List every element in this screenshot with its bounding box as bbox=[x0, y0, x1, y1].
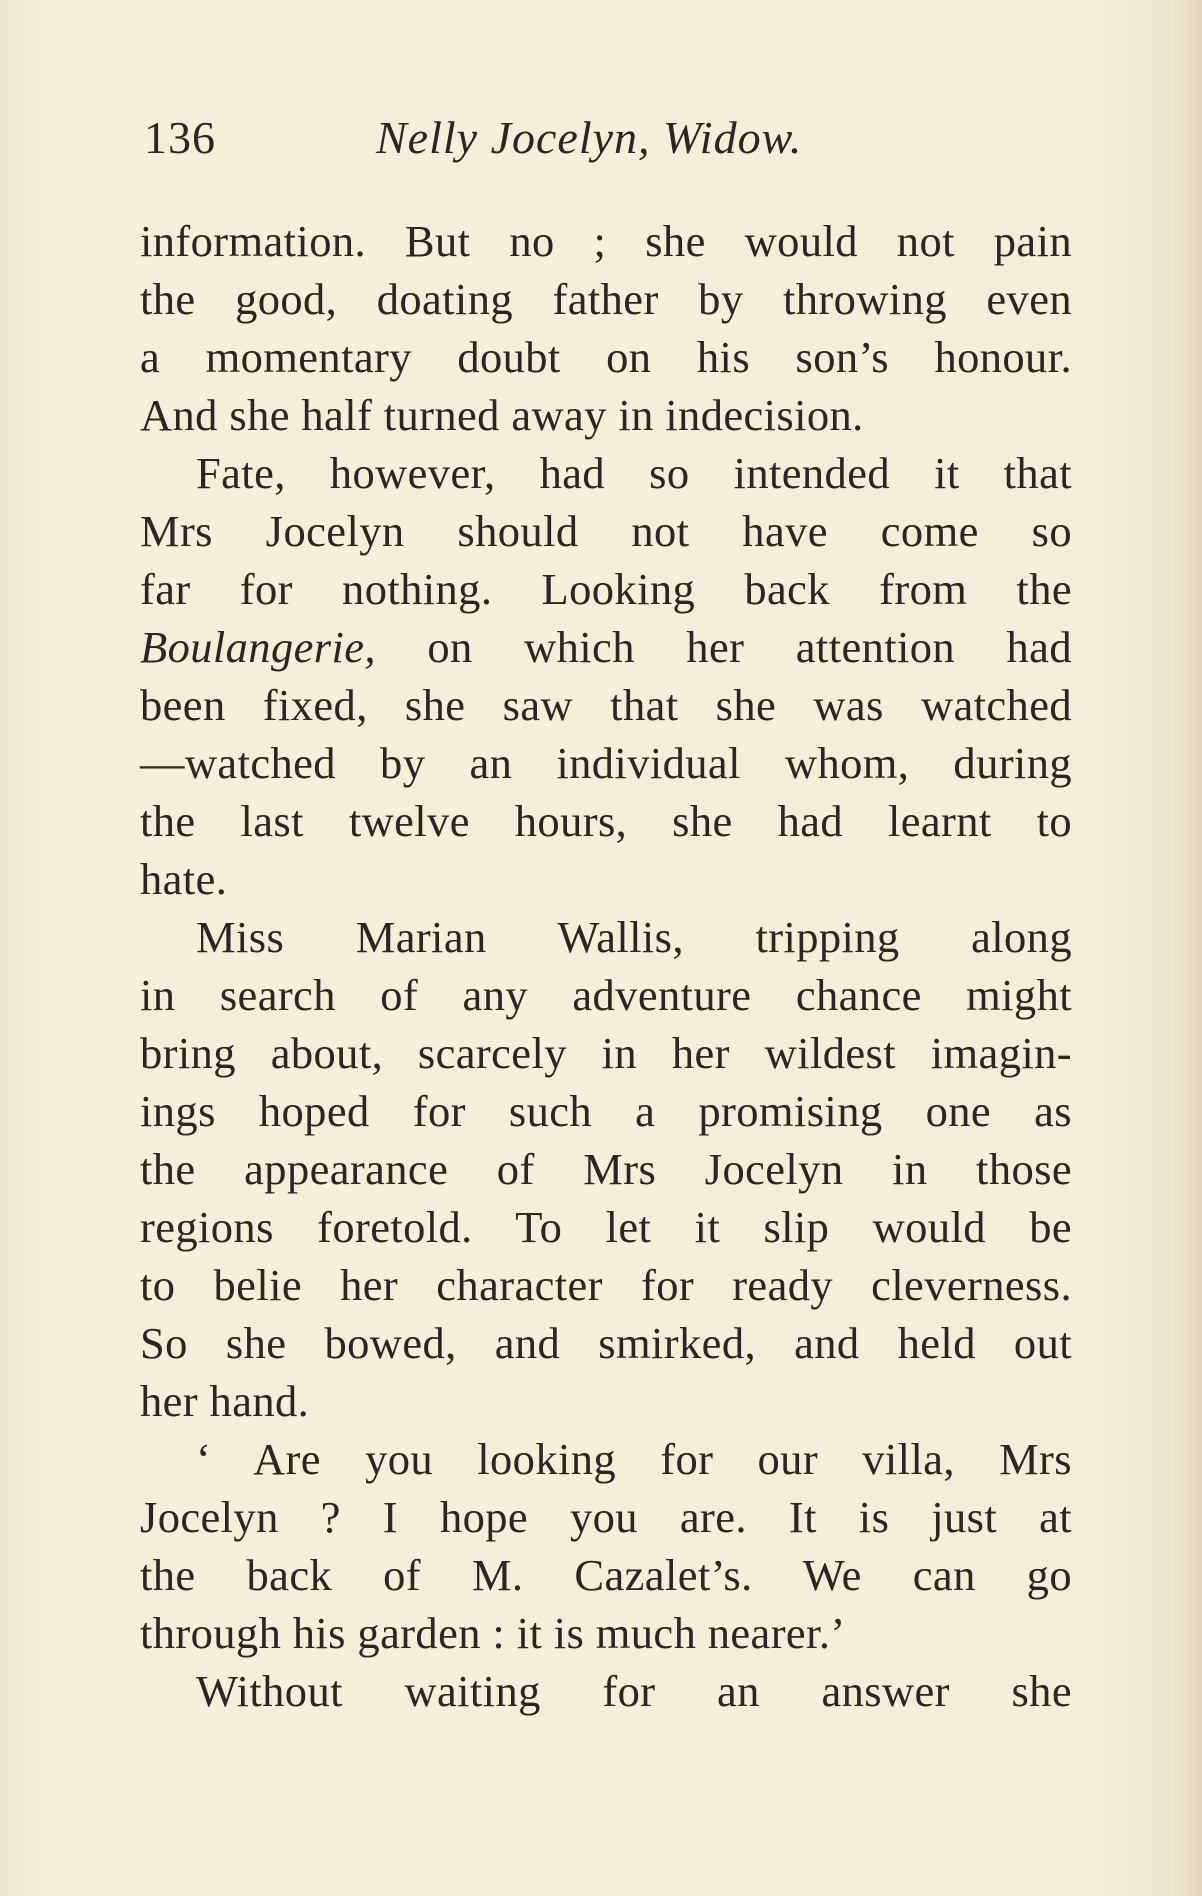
text-line: a momentary doubt on his son’s honour. bbox=[140, 332, 1072, 382]
text-line: And she half turned away in indecision. bbox=[140, 390, 864, 440]
text-line: far for nothing. Looking back from the bbox=[140, 564, 1072, 614]
text-line: her hand. bbox=[140, 1376, 310, 1426]
running-title: Nelly Jocelyn, Widow. bbox=[376, 112, 803, 163]
text-line: the back of M. Cazalet’s. We can go bbox=[140, 1550, 1072, 1600]
text-line: ‘ Are you looking for our villa, Mrs bbox=[196, 1434, 1072, 1484]
text-line: Fate, however, had so intended it that bbox=[196, 448, 1072, 498]
text-line: regions foretold. To let it slip would be bbox=[140, 1202, 1072, 1252]
text-line: Without waiting for an answer she bbox=[196, 1666, 1072, 1716]
text-line: bring about, scarcely in her wildest imagin- bbox=[140, 1028, 1072, 1078]
text-line: the good, doating father by throwing even bbox=[140, 274, 1072, 324]
text-line: ings hoped for such a promising one as bbox=[140, 1086, 1072, 1136]
text-line: through his garden : it is much nearer.’ bbox=[140, 1608, 846, 1658]
running-header bbox=[140, 108, 1070, 168]
text-line: —watched by an individual whom, during bbox=[140, 738, 1072, 788]
italic-word: Boulangerie, bbox=[140, 622, 376, 672]
text-line: Jocelyn ? I hope you are. It is just at bbox=[140, 1492, 1072, 1542]
text-line bbox=[140, 618, 1072, 676]
text-line: the appearance of Mrs Jocelyn in those bbox=[140, 1144, 1072, 1194]
text-line: hate. bbox=[140, 854, 228, 904]
line-text: on which her attention had bbox=[375, 622, 1072, 672]
page-number: 136 bbox=[144, 112, 216, 163]
page-edge-shadow bbox=[1172, 0, 1202, 1896]
text-line: the last twelve hours, she had learnt to bbox=[140, 796, 1072, 846]
body-text bbox=[140, 212, 1072, 1720]
text-line: to belie her character for ready cleverness. bbox=[140, 1260, 1072, 1310]
text-line: Mrs Jocelyn should not have come so bbox=[140, 506, 1072, 556]
text-line: been fixed, she saw that she was watched bbox=[140, 680, 1072, 730]
text-line: Miss Marian Wallis, tripping along bbox=[196, 912, 1072, 962]
text-line: So she bowed, and smirked, and held out bbox=[140, 1318, 1072, 1368]
text-line: information. But no ; she would not pain bbox=[140, 216, 1072, 266]
text-line: in search of any adventure chance might bbox=[140, 970, 1072, 1020]
